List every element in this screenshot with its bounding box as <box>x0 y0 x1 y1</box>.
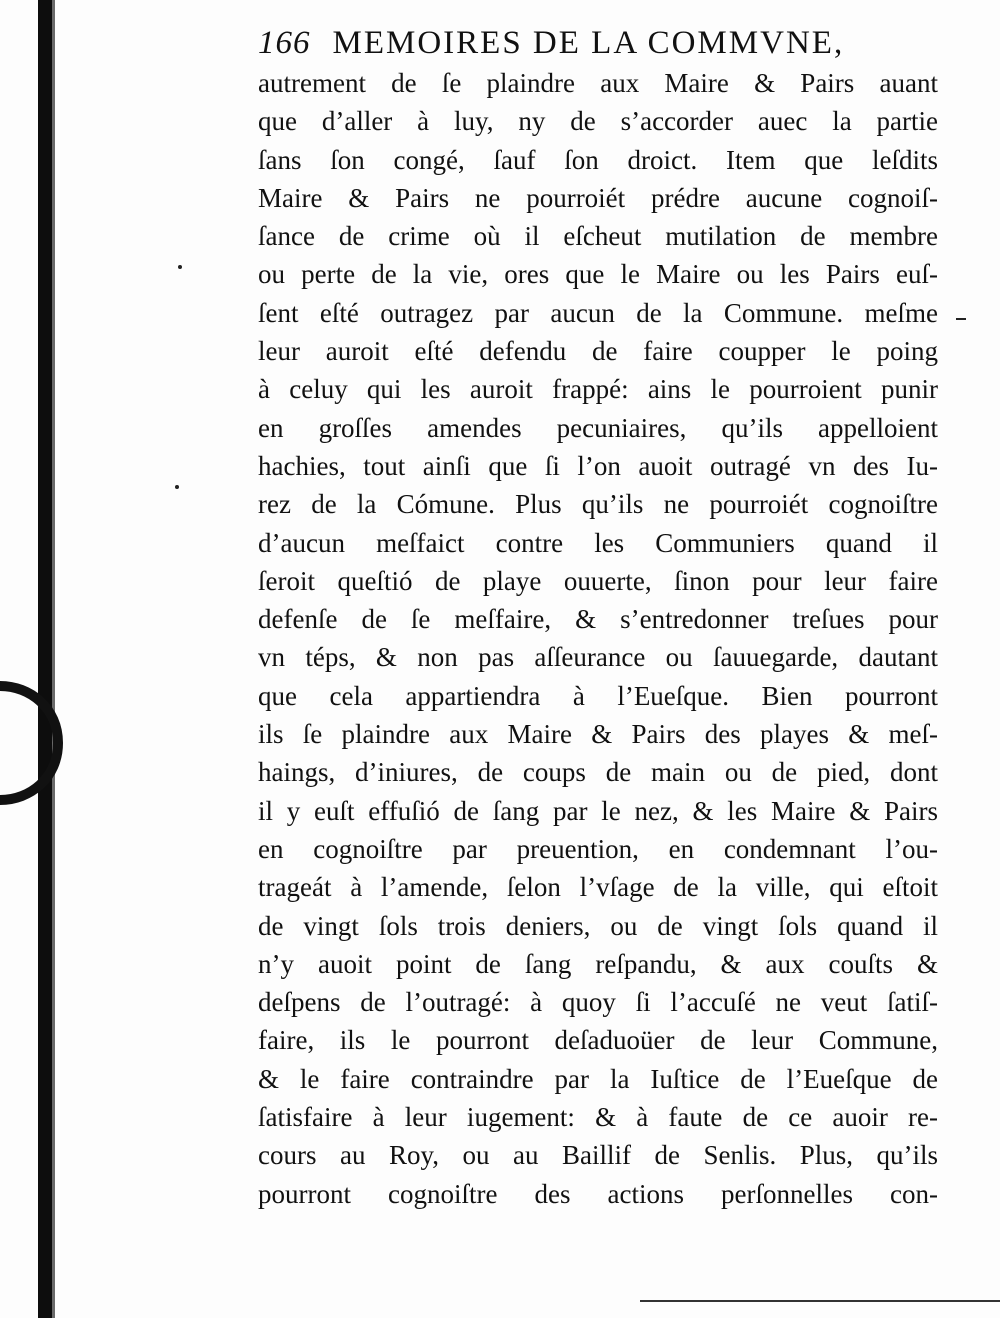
text-line: leur auroit eſté defendu de faire coupper le poing <box>258 336 938 367</box>
text-line: ſeroit queſtió de playe ouuerte, ſinon pour leur faire <box>258 565 938 596</box>
ink-speck <box>175 485 179 489</box>
text-line: haings, d’iniures, de coups de main ou de pied, dont <box>258 757 938 788</box>
text-line: ſatisfaire à leur iugement: & à faute de ce auoir re- <box>258 1102 938 1133</box>
text-line: autrement de ſe plaindre aux Maire & Pairs auant <box>258 68 938 98</box>
text-line: que d’aller à luy, ny de s’accorder auec la partie <box>258 106 938 137</box>
text-line: deſpens de l’outragé: à quoy ſi l’accuſé ne veut ſatiſ- <box>258 987 938 1018</box>
page-number: 166 <box>258 25 311 61</box>
text-line: hachies, tout ainſi que ſi l’on auoit outragé vn des Iu- <box>258 450 938 481</box>
text-line: defenſe de ſe meſfaire, & s’entredonner treſues pour <box>258 604 938 635</box>
text-line: de vingt ſols trois deniers, ou de vingt ſols quand il <box>258 910 938 941</box>
text-line: rez de la Cómune. Plus qu’ils ne pourroiét cognoiſtre <box>258 489 938 520</box>
ink-speck <box>178 265 182 269</box>
text-line: cours au Roy, ou au Baillif de Senlis. Plus, qu’ils <box>258 1140 938 1171</box>
running-title: MEMOIRES DE LA COMMVNE, <box>332 25 845 61</box>
page-bottom-rule <box>640 1300 1000 1302</box>
text-line: il y euſt effuſió de ſang par le nez, & les Maire & Pairs <box>258 795 938 826</box>
text-line: ils ſe plaindre aux Maire & Pairs des playes & meſ- <box>258 719 938 750</box>
bookmark-ribbon <box>0 668 70 818</box>
text-line: que cela appartiendra à l’Eueſque. Bien pourront <box>258 680 938 711</box>
text-line: d’aucun meſfaict contre les Communiers quand il <box>258 527 938 558</box>
body-text <box>258 64 938 1213</box>
page-binding-edge <box>38 0 52 1318</box>
text-line: ſans ſon congé, ſauf ſon droict. Item que leſdits <box>258 144 938 175</box>
text-line: pourront cognoiſtre des actions perſonnelles con- <box>258 1178 938 1209</box>
text-line: vn téps, & non pas aſſeurance ou ſauuegarde, dautant <box>258 642 938 673</box>
text-line: à celuy qui les auroit frappé: ains le pourroient punir <box>258 374 938 405</box>
text-line: ou perte de la vie, ores que le Maire ou les Pairs euſ- <box>258 259 938 290</box>
text-line: ſent eſté outragez par aucun de la Commune. meſme <box>258 297 938 328</box>
text-line: en groſſes amendes pecuniaires, qu’ils appelloient <box>258 412 938 443</box>
text-line: faire, ils le pourront deſaduoüer de leur Commune, <box>258 1025 938 1056</box>
ink-speck <box>956 318 966 320</box>
text-line: Maire & Pairs ne pourroiét prédre aucune cognoiſ- <box>258 182 938 213</box>
text-line: & le faire contraindre par la Iuſtice de l’Eueſque de <box>258 1063 938 1094</box>
page-gutter-shadow <box>52 0 55 1318</box>
text-line: n’y auoit point de ſang reſpandu, & aux couſts & <box>258 948 938 979</box>
page-header <box>258 20 948 66</box>
text-line: en cognoiſtre par preuention, en condemnant l’ou- <box>258 833 938 864</box>
text-line: trageát à l’amende, ſelon l’vſage de la ville, qui eſtoit <box>258 872 938 903</box>
text-line: ſance de crime où il eſcheut mutilation de membre <box>258 221 938 252</box>
